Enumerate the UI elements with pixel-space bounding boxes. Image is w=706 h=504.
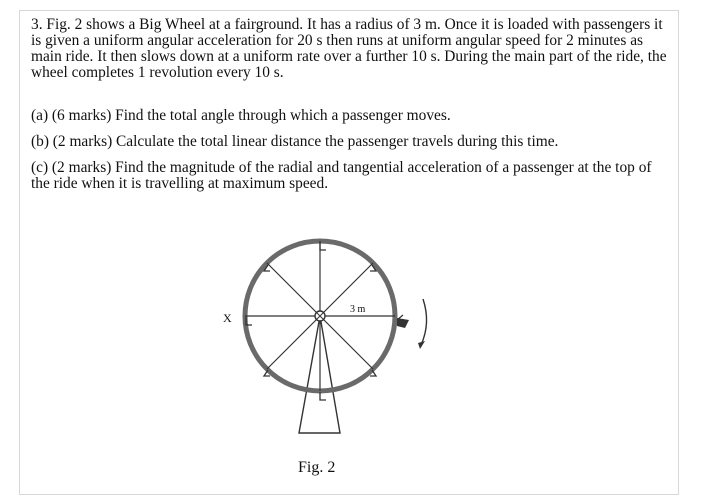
question-part-b: (b) (2 marks) Calculate the total linear distance the passenger travels during this time.	[31, 133, 559, 150]
big-wheel-diagram	[215, 222, 455, 452]
question-part-a: (a) (6 marks) Find the total angle through which a passenger moves.	[31, 107, 451, 124]
passenger-marker	[397, 315, 409, 328]
question-text: 3. Fig. 2 shows a Big Wheel at a fairground. It has a radius of 3 m. Once it is loaded with passengers it is given a uniform angular acceleration for 20 s then runs at uniform angular speed for 2 minutes as main ride. It then slows down at a uniform rate over a further 10 s. During the main part of the ride, the wheel completes 1 revolution every 10 s.	[31, 16, 667, 81]
radius-label: 3 m	[350, 304, 366, 315]
rotation-arrow	[418, 299, 427, 349]
point-x-label: X	[223, 311, 232, 325]
big-wheel-figure	[215, 222, 455, 452]
question-part-c: (c) (2 marks) Find the magnitude of the radial and tangential acceleration of a passenger at the top of the ride when it is travelling at maximum speed.	[31, 159, 652, 192]
figure-caption: Fig. 2	[298, 459, 336, 476]
